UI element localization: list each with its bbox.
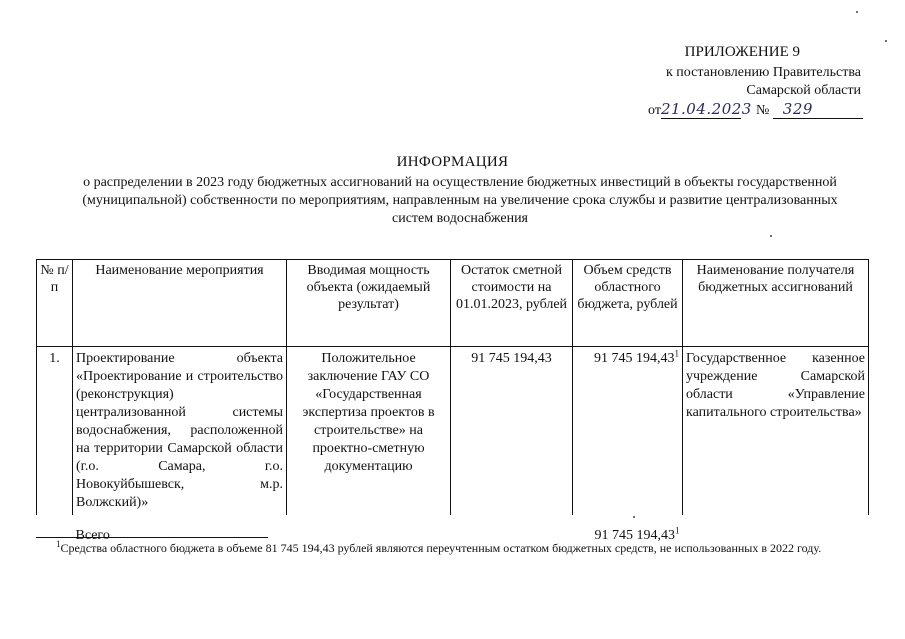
column-header-name: Наименование мероприятия bbox=[73, 260, 287, 347]
attachment-title: ПРИЛОЖЕНИЕ 9 bbox=[684, 44, 800, 60]
footnote bbox=[56, 540, 856, 556]
footnote-text: Средства областного бюджета в объеме 81 745 194,43 рублей являются переучтенным остатком бюджетных средств, не использованных в 2022 году. bbox=[60, 541, 822, 555]
column-header-capacity: Вводимая мощность объекта (ожидаемый результат) bbox=[287, 260, 451, 347]
handwritten-date: 21.04.2023 bbox=[660, 100, 752, 118]
column-header-remaining-cost: Остаток сметной стоимости на 01.01.2023, рублей bbox=[451, 260, 573, 347]
column-header-number: № п/п bbox=[37, 260, 73, 347]
scan-speck bbox=[885, 40, 887, 42]
scan-speck bbox=[856, 11, 858, 13]
document-title: ИНФОРМАЦИЯ bbox=[396, 154, 509, 170]
table-row bbox=[37, 347, 869, 516]
row-budget-amount: 91 745 194,43 bbox=[594, 351, 675, 366]
scan-speck bbox=[633, 516, 635, 518]
attachment-line-2: Самарской области bbox=[746, 83, 861, 98]
attachment-line-1: к постановлению Правительства bbox=[665, 65, 861, 80]
date-prefix: от bbox=[648, 103, 661, 118]
row-capacity: Положительное заключение ГАУ СО «Государственная экспертиза проектов в строительстве» на проектно-сметную документацию bbox=[287, 347, 451, 516]
row-recipient: Государственное казенное учреждение Самарской области «Управление капитального строительства» bbox=[683, 347, 869, 516]
column-header-recipient: Наименование получателя бюджетных ассигнований bbox=[683, 260, 869, 347]
row-measure-name: Проектирование объекта «Проектирование и строительство (реконструкция) централизованной системы водоснабжения, расположенной на территории Самарской области (г.о. Самара, г.о. Новокуйбышевск, м.р. Волжский)» bbox=[73, 347, 287, 516]
handwritten-number: 329 bbox=[773, 100, 863, 119]
row-number: 1. bbox=[37, 347, 73, 516]
table-header-row bbox=[37, 260, 869, 347]
document-date-number-line bbox=[648, 100, 868, 119]
footnote-ref: 1 bbox=[674, 348, 679, 359]
total-label: Всего bbox=[75, 528, 110, 543]
scan-speck bbox=[770, 235, 772, 237]
allocation-table bbox=[36, 259, 869, 548]
column-header-budget-amount: Объем средств областного бюджета, рублей bbox=[573, 260, 683, 347]
footnote-divider bbox=[36, 537, 268, 538]
row-remaining-cost: 91 745 194,43 bbox=[451, 347, 573, 516]
total-amount: 91 745 194,43 bbox=[594, 528, 675, 543]
footnote-ref: 1 bbox=[675, 525, 680, 536]
document-subtitle: о распределении в 2023 году бюджетных ассигнований на осуществление бюджетных инвестиций в объекты государственной (муниципальной) собственности по мероприятиям, направленным на увеличение срока службы и развитие централизованных систем водоснабжения bbox=[82, 175, 838, 226]
row-budget-amount-cell bbox=[573, 347, 683, 516]
number-prefix: № bbox=[755, 103, 770, 118]
footnote-mark: 1 bbox=[56, 539, 61, 549]
